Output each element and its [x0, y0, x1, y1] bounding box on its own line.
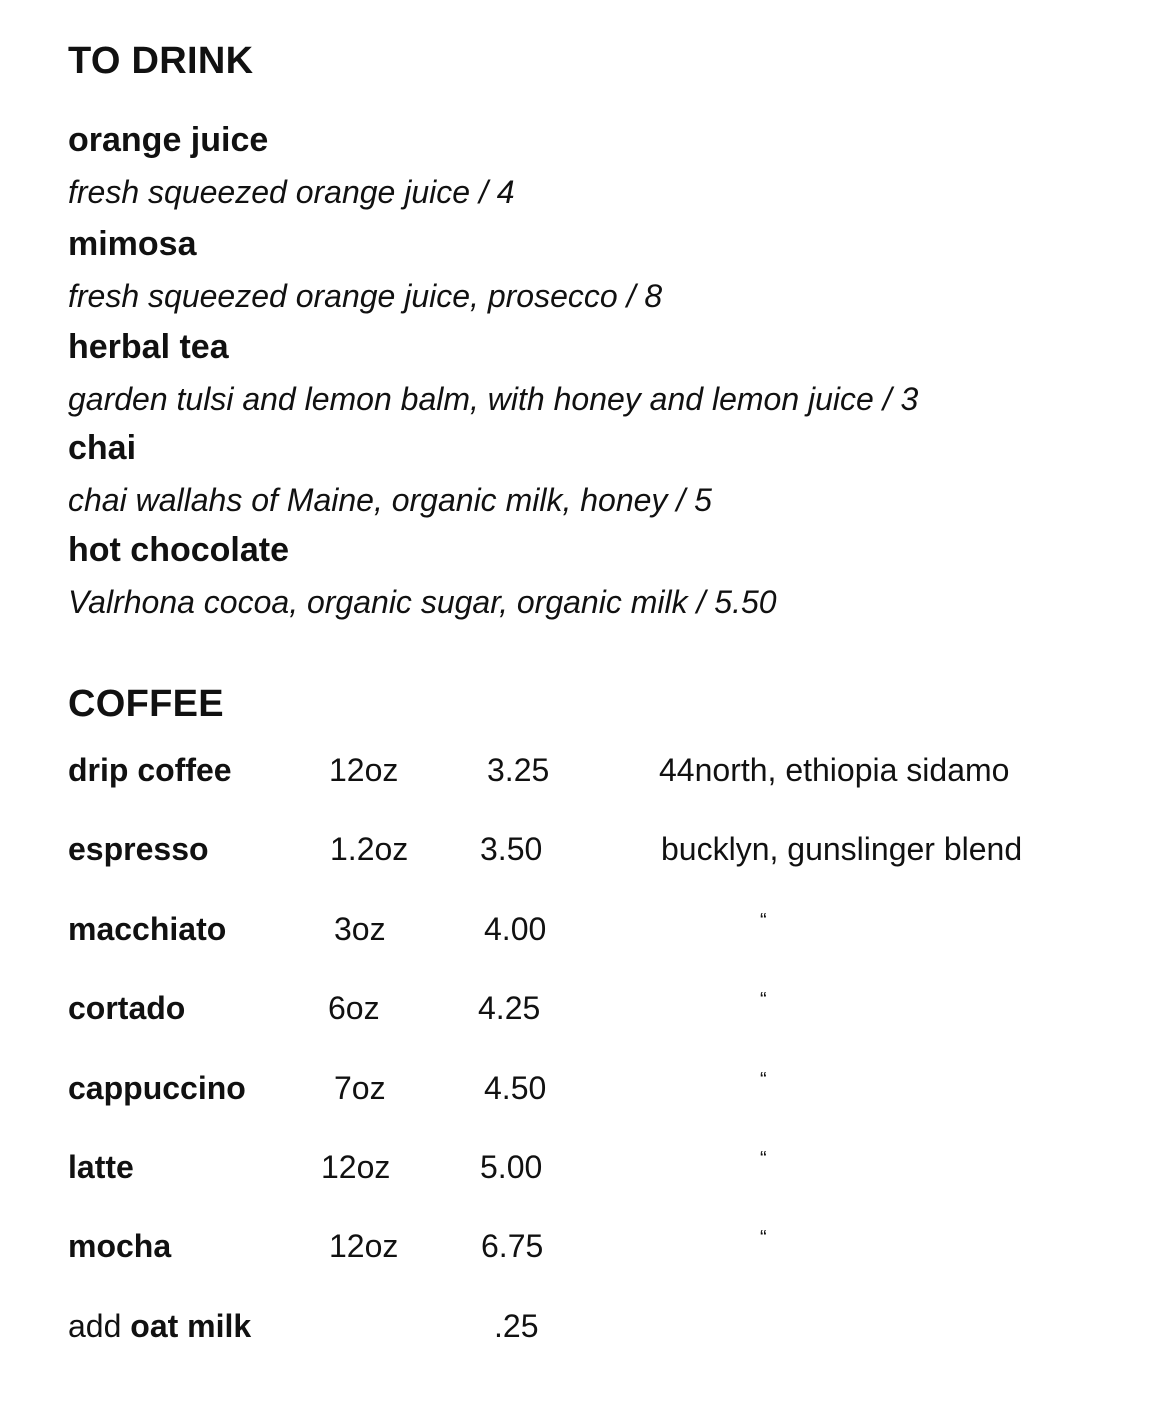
coffee-size: 12oz: [329, 752, 399, 788]
drink-description: chai wallahs of Maine, organic milk, honey / 5: [68, 482, 712, 518]
coffee-origin-ditto: “: [760, 1148, 767, 1170]
drink-name: mimosa: [68, 225, 197, 263]
coffee-origin: 44north, ethiopia sidamo: [659, 752, 1010, 788]
coffee-row-drip-coffee: [0, 748, 1170, 792]
coffee-name: cortado: [68, 990, 186, 1026]
addon-label: [68, 1304, 251, 1348]
coffee-origin: bucklyn, gunslinger blend: [661, 831, 1023, 867]
coffee-row-latte: [0, 1145, 1170, 1189]
coffee-name: drip coffee: [68, 752, 232, 788]
coffee-price: 4.25: [478, 990, 541, 1026]
drink-item-mimosa: [68, 224, 1130, 316]
coffee-price: 5.00: [480, 1149, 543, 1185]
drink-item-orange-juice: [68, 120, 1130, 212]
drink-item-chai: [68, 428, 1130, 520]
coffee-size: 7oz: [334, 1070, 386, 1106]
coffee-price: 4.50: [484, 1070, 547, 1106]
coffee-price: 3.50: [480, 831, 543, 867]
drink-description: fresh squeezed orange juice, prosecco / 8: [68, 278, 663, 314]
drink-description: garden tulsi and lemon balm, with honey and lemon juice / 3: [68, 381, 919, 417]
coffee-size: 12oz: [329, 1228, 399, 1264]
addon-row-oat-milk: [0, 1304, 1170, 1348]
coffee-heading: COFFEE: [68, 683, 224, 725]
coffee-origin-ditto: “: [760, 989, 767, 1011]
coffee-row-espresso: [0, 827, 1170, 871]
coffee-size: 12oz: [321, 1149, 391, 1185]
coffee-price: 3.25: [487, 752, 550, 788]
drink-description: Valrhona cocoa, organic sugar, organic milk / 5.50: [68, 584, 777, 620]
coffee-origin-ditto: “: [760, 1227, 767, 1249]
coffee-origin-ditto: “: [760, 1069, 767, 1091]
drink-item-herbal-tea: [68, 327, 1130, 419]
coffee-name: cappuccino: [68, 1070, 246, 1106]
coffee-row-cappuccino: [0, 1066, 1170, 1110]
drink-item-hot-chocolate: [68, 530, 1130, 622]
drink-description: fresh squeezed orange juice / 4: [68, 174, 515, 210]
coffee-origin-ditto: “: [760, 910, 767, 932]
coffee-size: 1.2oz: [330, 831, 409, 867]
coffee-name: espresso: [68, 831, 209, 867]
addon-prefix: add: [68, 1308, 122, 1344]
drink-name: hot chocolate: [68, 531, 290, 569]
coffee-row-cortado: [0, 986, 1170, 1030]
coffee-name: latte: [68, 1149, 134, 1185]
addon-price: .25: [494, 1308, 539, 1344]
coffee-size: 6oz: [328, 990, 380, 1026]
coffee-row-mocha: [0, 1224, 1170, 1268]
drink-name: chai: [68, 429, 137, 467]
coffee-size: 3oz: [334, 911, 386, 947]
coffee-name: macchiato: [68, 911, 227, 947]
to-drink-heading: TO DRINK: [68, 40, 254, 82]
coffee-price: 4.00: [484, 911, 547, 947]
drink-name: herbal tea: [68, 328, 229, 366]
coffee-name: mocha: [68, 1228, 172, 1264]
coffee-row-macchiato: [0, 907, 1170, 951]
addon-name: oat milk: [130, 1308, 252, 1344]
coffee-price: 6.75: [481, 1228, 544, 1264]
drink-name: orange juice: [68, 121, 269, 159]
